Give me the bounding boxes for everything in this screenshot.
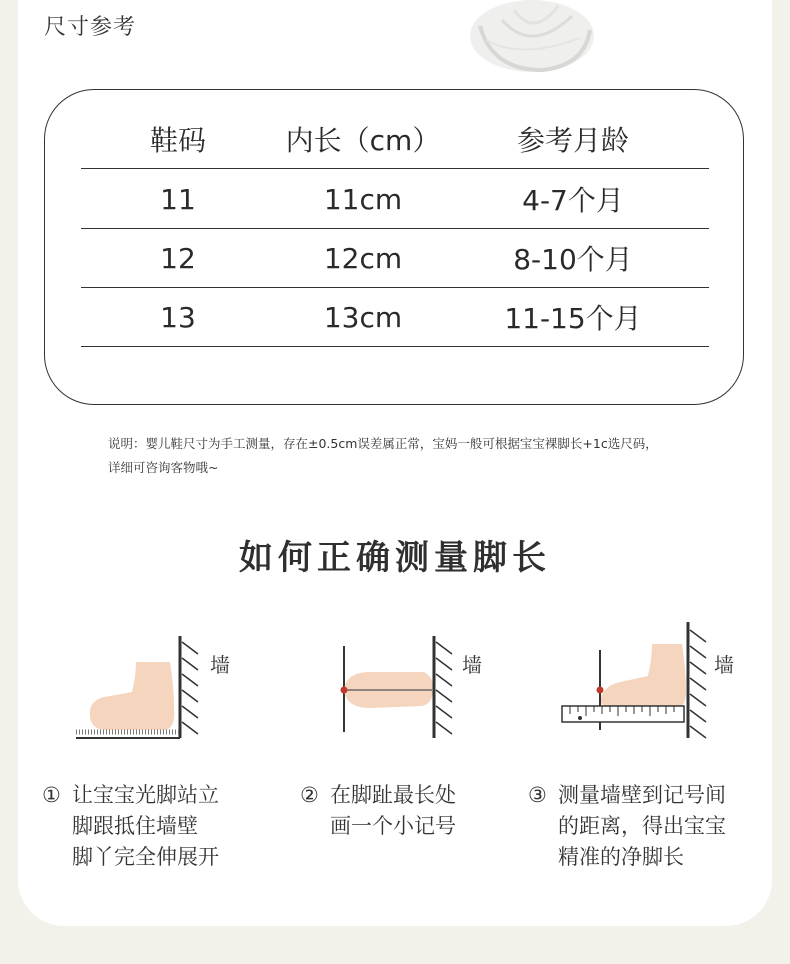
table-row [81, 288, 709, 347]
header-age: 参考月龄 [516, 124, 629, 157]
step-text: 的距离，得出宝宝 [558, 814, 726, 838]
step-number: ③ [528, 783, 547, 807]
table-row [81, 229, 709, 288]
wall-label: 墙 [462, 653, 482, 677]
step-text: 测量墙壁到记号间 [558, 783, 726, 807]
size-note [108, 432, 708, 480]
step-1 [42, 780, 219, 873]
step-3 [528, 780, 726, 873]
wall-label: 墙 [714, 653, 734, 677]
cell-size: 12 [160, 241, 196, 275]
cell-age: 4-7个月 [522, 184, 624, 217]
cell-length: 13cm [323, 300, 403, 334]
step-text: 精准的净脚长 [558, 845, 684, 869]
cell-size: 13 [160, 300, 196, 334]
step-text: 在脚趾最长处 [330, 783, 456, 807]
step-number: ① [42, 783, 61, 807]
cell-size: 11 [160, 182, 196, 216]
cell-age: 11-15个月 [504, 302, 642, 335]
wall-label: 墙 [210, 653, 230, 677]
note-line-1: 说明：婴儿鞋尺寸为手工测量，存在±0.5cm误差属正常，宝妈一般可根据宝宝裸脚长+1c选尺码， [108, 436, 658, 451]
step1-illustration [70, 628, 250, 746]
size-table [44, 89, 744, 405]
baby-shoe-image [462, 0, 602, 74]
step-text: 脚丫完全伸展开 [72, 845, 219, 869]
cell-length: 12cm [323, 241, 403, 275]
step-text: 让宝宝光脚站立 [72, 783, 219, 807]
step-text: 脚跟抵住墙壁 [72, 814, 198, 838]
table-row [81, 170, 709, 229]
step-2 [300, 780, 456, 842]
step2-illustration [330, 628, 510, 746]
note-line-2: 详细可咨询客物哦~ [108, 460, 219, 475]
step3-illustration [556, 620, 746, 744]
cell-length: 11cm [323, 182, 403, 216]
step-text: 画一个小记号 [330, 814, 456, 838]
header-size: 鞋码 [149, 124, 206, 157]
header-length: 内长（cm） [285, 124, 441, 157]
section-title: 尺寸参考 [44, 15, 137, 40]
step-number: ② [300, 783, 319, 807]
how-to-measure-title: 如何正确测量脚长 [239, 538, 551, 578]
table-header [81, 110, 709, 169]
cell-age: 8-10个月 [513, 243, 633, 276]
